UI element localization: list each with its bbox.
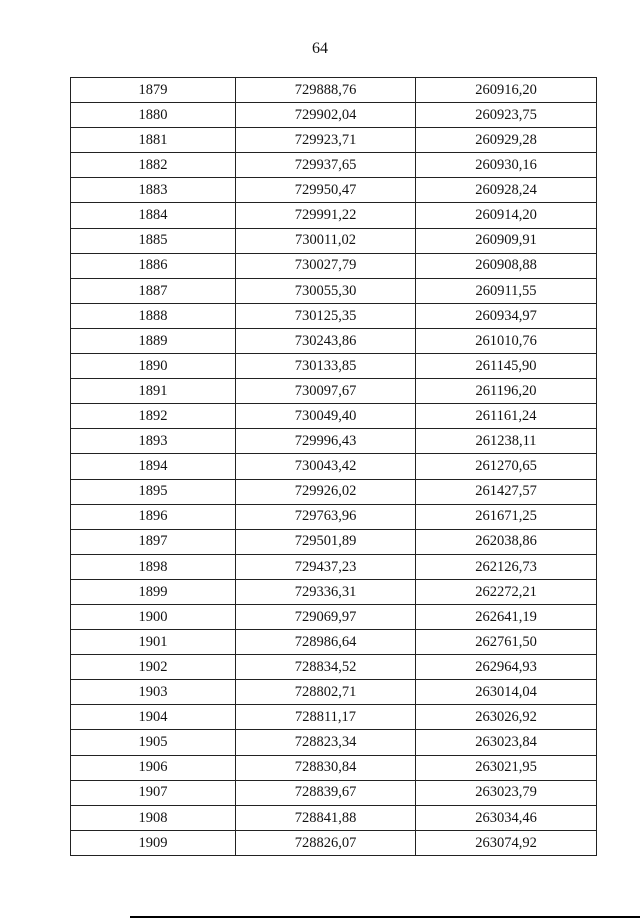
y-coordinate-cell: 260928,24 — [416, 178, 597, 203]
x-coordinate-cell: 729926,02 — [236, 479, 416, 504]
table-row — [71, 529, 597, 554]
x-coordinate-cell: 730055,30 — [236, 278, 416, 303]
x-coordinate-cell: 729888,76 — [236, 78, 416, 103]
table-row — [71, 153, 597, 178]
point-number-cell: 1884 — [71, 203, 236, 228]
y-coordinate-cell: 260930,16 — [416, 153, 597, 178]
table-row — [71, 78, 597, 103]
y-coordinate-cell: 263023,79 — [416, 780, 597, 805]
y-coordinate-cell: 261671,25 — [416, 504, 597, 529]
point-number-cell: 1897 — [71, 529, 236, 554]
y-coordinate-cell: 261010,76 — [416, 328, 597, 353]
x-coordinate-cell: 728811,17 — [236, 705, 416, 730]
x-coordinate-cell: 728834,52 — [236, 655, 416, 680]
point-number-cell: 1907 — [71, 780, 236, 805]
point-number-cell: 1890 — [71, 354, 236, 379]
table-row — [71, 780, 597, 805]
table-row — [71, 604, 597, 629]
x-coordinate-cell: 729437,23 — [236, 554, 416, 579]
y-coordinate-cell: 263014,04 — [416, 680, 597, 705]
point-number-cell: 1889 — [71, 328, 236, 353]
table-row — [71, 228, 597, 253]
coordinates-table — [70, 77, 597, 856]
table-row — [71, 404, 597, 429]
table-row — [71, 805, 597, 830]
table-row — [71, 253, 597, 278]
y-coordinate-cell: 260916,20 — [416, 78, 597, 103]
x-coordinate-cell: 729937,65 — [236, 153, 416, 178]
table-row — [71, 103, 597, 128]
y-coordinate-cell: 260911,55 — [416, 278, 597, 303]
x-coordinate-cell: 730133,85 — [236, 354, 416, 379]
table-row — [71, 454, 597, 479]
point-number-cell: 1879 — [71, 78, 236, 103]
table-row — [71, 379, 597, 404]
point-number-cell: 1905 — [71, 730, 236, 755]
x-coordinate-cell: 729763,96 — [236, 504, 416, 529]
x-coordinate-cell: 729923,71 — [236, 128, 416, 153]
x-coordinate-cell: 729902,04 — [236, 103, 416, 128]
table-row — [71, 128, 597, 153]
point-number-cell: 1885 — [71, 228, 236, 253]
table-row — [71, 705, 597, 730]
x-coordinate-cell: 730097,67 — [236, 379, 416, 404]
x-coordinate-cell: 729069,97 — [236, 604, 416, 629]
x-coordinate-cell: 730243,86 — [236, 328, 416, 353]
point-number-cell: 1891 — [71, 379, 236, 404]
table-row — [71, 830, 597, 855]
y-coordinate-cell: 261427,57 — [416, 479, 597, 504]
x-coordinate-cell: 729501,89 — [236, 529, 416, 554]
table-row — [71, 303, 597, 328]
table-row — [71, 755, 597, 780]
x-coordinate-cell: 729950,47 — [236, 178, 416, 203]
point-number-cell: 1894 — [71, 454, 236, 479]
point-number-cell: 1880 — [71, 103, 236, 128]
table-row — [71, 429, 597, 454]
y-coordinate-cell: 260929,28 — [416, 128, 597, 153]
x-coordinate-cell: 730027,79 — [236, 253, 416, 278]
table-row — [71, 354, 597, 379]
table-row — [71, 178, 597, 203]
table-row — [71, 680, 597, 705]
x-coordinate-cell: 728839,67 — [236, 780, 416, 805]
point-number-cell: 1902 — [71, 655, 236, 680]
table-row — [71, 655, 597, 680]
point-number-cell: 1908 — [71, 805, 236, 830]
table-row — [71, 579, 597, 604]
y-coordinate-cell: 260914,20 — [416, 203, 597, 228]
y-coordinate-cell: 260934,97 — [416, 303, 597, 328]
point-number-cell: 1906 — [71, 755, 236, 780]
point-number-cell: 1888 — [71, 303, 236, 328]
y-coordinate-cell: 263034,46 — [416, 805, 597, 830]
y-coordinate-cell: 262641,19 — [416, 604, 597, 629]
point-number-cell: 1892 — [71, 404, 236, 429]
table-row — [71, 278, 597, 303]
x-coordinate-cell: 728986,64 — [236, 630, 416, 655]
y-coordinate-cell: 262761,50 — [416, 630, 597, 655]
point-number-cell: 1895 — [71, 479, 236, 504]
table-row — [71, 203, 597, 228]
x-coordinate-cell: 728841,88 — [236, 805, 416, 830]
y-coordinate-cell: 261238,11 — [416, 429, 597, 454]
point-number-cell: 1909 — [71, 830, 236, 855]
y-coordinate-cell: 263074,92 — [416, 830, 597, 855]
y-coordinate-cell: 261196,20 — [416, 379, 597, 404]
y-coordinate-cell: 263023,84 — [416, 730, 597, 755]
x-coordinate-cell: 729991,22 — [236, 203, 416, 228]
coordinates-table-body — [71, 78, 597, 856]
point-number-cell: 1887 — [71, 278, 236, 303]
y-coordinate-cell: 262964,93 — [416, 655, 597, 680]
point-number-cell: 1900 — [71, 604, 236, 629]
point-number-cell: 1903 — [71, 680, 236, 705]
y-coordinate-cell: 261270,65 — [416, 454, 597, 479]
x-coordinate-cell: 729996,43 — [236, 429, 416, 454]
x-coordinate-cell: 730125,35 — [236, 303, 416, 328]
point-number-cell: 1883 — [71, 178, 236, 203]
x-coordinate-cell: 728802,71 — [236, 680, 416, 705]
x-coordinate-cell: 730011,02 — [236, 228, 416, 253]
table-row — [71, 504, 597, 529]
y-coordinate-cell: 263026,92 — [416, 705, 597, 730]
y-coordinate-cell: 262126,73 — [416, 554, 597, 579]
point-number-cell: 1896 — [71, 504, 236, 529]
point-number-cell: 1893 — [71, 429, 236, 454]
y-coordinate-cell: 260909,91 — [416, 228, 597, 253]
x-coordinate-cell: 728823,34 — [236, 730, 416, 755]
y-coordinate-cell: 263021,95 — [416, 755, 597, 780]
table-row — [71, 328, 597, 353]
x-coordinate-cell: 730043,42 — [236, 454, 416, 479]
page-number: 64 — [312, 40, 328, 57]
point-number-cell: 1904 — [71, 705, 236, 730]
table-row — [71, 630, 597, 655]
y-coordinate-cell: 260923,75 — [416, 103, 597, 128]
y-coordinate-cell: 260908,88 — [416, 253, 597, 278]
x-coordinate-cell: 729336,31 — [236, 579, 416, 604]
point-number-cell: 1901 — [71, 630, 236, 655]
point-number-cell: 1886 — [71, 253, 236, 278]
y-coordinate-cell: 262272,21 — [416, 579, 597, 604]
point-number-cell: 1898 — [71, 554, 236, 579]
y-coordinate-cell: 262038,86 — [416, 529, 597, 554]
x-coordinate-cell: 728830,84 — [236, 755, 416, 780]
y-coordinate-cell: 261161,24 — [416, 404, 597, 429]
table-row — [71, 479, 597, 504]
point-number-cell: 1899 — [71, 579, 236, 604]
table-row — [71, 730, 597, 755]
y-coordinate-cell: 261145,90 — [416, 354, 597, 379]
table-row — [71, 554, 597, 579]
point-number-cell: 1882 — [71, 153, 236, 178]
x-coordinate-cell: 728826,07 — [236, 830, 416, 855]
point-number-cell: 1881 — [71, 128, 236, 153]
x-coordinate-cell: 730049,40 — [236, 404, 416, 429]
